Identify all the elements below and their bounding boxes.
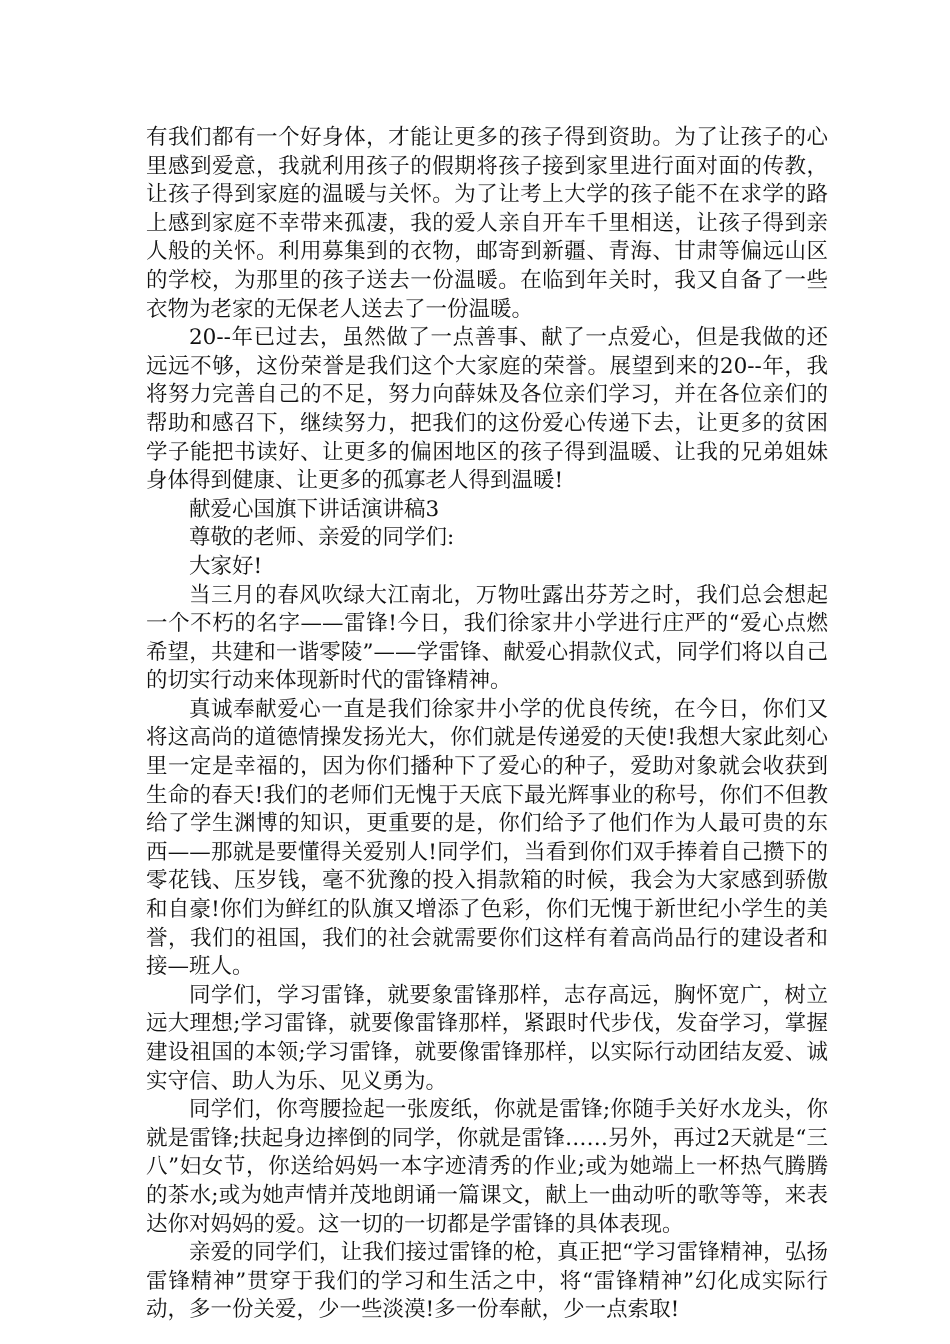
- body-paragraph: 真诚奉献爱心一直是我们徐家井小学的优良传统，在今日，你们又将这高尚的道德情操发扬光大，你们就是传递爱的天使!我想大家此刻心里一定是幸福的，因为你们播种下了爱心的种子，爱助对象就会收获到生命的春天!我们的老师们无愧于天底下最光辉事业的称号，你们不但教给了学生渊博的知识，更重要的是，你们给予了他们作为人最可贵的东西——那就是要懂得关爱别人!同学们，当看到你们双手捧着自己攒下的零花钱、压岁钱，毫不犹豫的投入捐款箱的时候，我会为大家感到骄傲和自豪!你们为鲜红的队旗又增添了色彩，你们无愧于新世纪小学生的美誉，我们的祖国，我们的社会就需要你们这样有着高尚品行的建设者和接—班人。: [146, 696, 828, 980]
- body-paragraph: 有我们都有一个好身体，才能让更多的孩子得到资助。为了让孩子的心里感到爱意，我就利用孩子的假期将孩子接到家里进行面对面的传教，让孩子得到家庭的温暖与关怀。为了让考上大学的孩子能不在求学的路上感到家庭不幸带来孤凄，我的爱人亲自开车千里相送，让孩子得到亲人般的关怀。利用募集到的衣物，邮寄到新疆、青海、甘肃等偏远山区的学校，为那里的孩子送去一份温暖。在临到年关时，我又自备了一些衣物为老家的无保老人送去了一份温暖。: [146, 125, 828, 322]
- document-page: [146, 124, 828, 1325]
- salutation: 尊敬的老师、亲爱的同学们:: [189, 525, 455, 551]
- greeting: 大家好!: [189, 553, 263, 579]
- body-paragraph: 亲爱的同学们，让我们接过雷锋的枪，真正把“学习雷锋精神，弘扬雷锋精神”贯穿于我们的学习和生活之中，将“雷锋精神”幻化成实际行动，多一份关爱，少一些淡漠!多一份奉献，少一点索取!: [146, 1240, 828, 1323]
- body-paragraph: 同学们，你弯腰捡起一张废纸，你就是雷锋;你随手关好水龙头，你就是雷锋;扶起身边摔倒的同学，你就是雷锋……另外，再过2天就是“三八”妇女节，你送给妈妈一本字迹清秀的作业;或为她端上一杯热气腾腾的茶水;或为她声情并茂地朗诵一篇课文，献上一曲动听的歌等等，来表达你对妈妈的爱。这一切的一切都是学雷锋的具体表现。: [146, 1097, 828, 1237]
- body-paragraph: 同学们，学习雷锋，就要象雷锋那样，志存高远，胸怀宽广，树立远大理想;学习雷锋，就要像雷锋那样，紧跟时代步伐，发奋学习，掌握建设祖国的本领;学习雷锋，就要像雷锋那样，以实际行动团结友爱、诚实守信、助人为乐、见义勇为。: [146, 982, 828, 1094]
- section-heading: 献爱心国旗下讲话演讲稿3: [189, 496, 440, 522]
- body-paragraph: 20--年已过去，虽然做了一点善事、献了一点爱心，但是我做的还远远不够，这份荣誉是我们这个大家庭的荣誉。展望到来的20--年，我将努力完善自己的不足，努力向薛妹及各位亲们学习，并在各位亲们的帮助和感召下，继续努力，把我们的这份爱心传递下去，让更多的贫困学子能把书读好、让更多的偏困地区的孩子得到温暖、让我的兄弟姐妹身体得到健康、让更多的孤寡老人得到温暖!: [146, 325, 828, 494]
- body-paragraph: 当三月的春风吹绿大江南北，万物吐露出芬芳之时，我们总会想起一个不朽的名字——雷锋!今日，我们徐家井小学进行庄严的“爱心点燃希望，共建和一谐零陵”——学雷锋、献爱心捐款仪式，同学们将以自己的切实行动来体现新时代的雷锋精神。: [146, 582, 828, 694]
